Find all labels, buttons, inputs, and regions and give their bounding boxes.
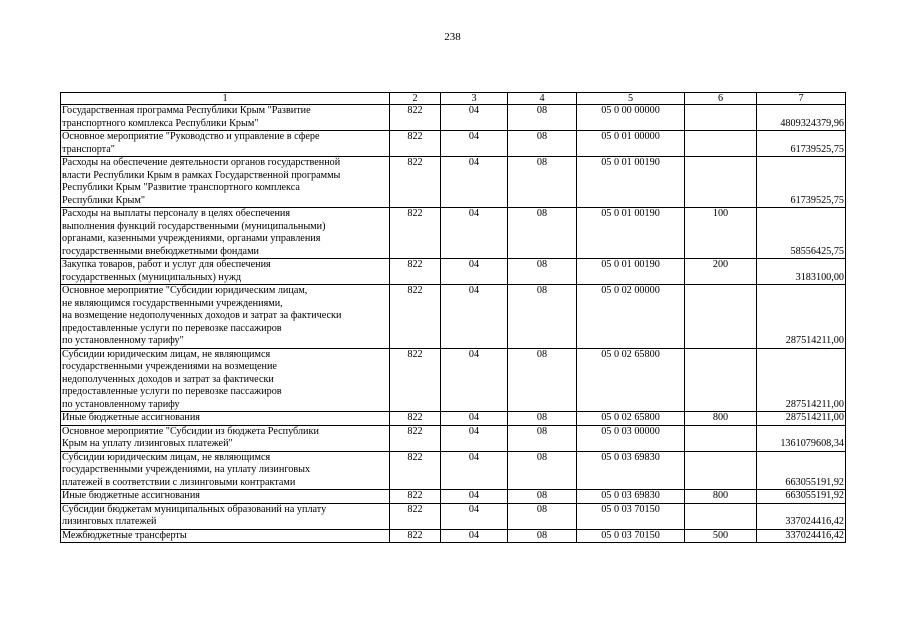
amount-cell: 61739525,75 <box>757 157 846 208</box>
row-name-cell <box>61 131 390 157</box>
amount-cell: 287514211,00 <box>757 285 846 349</box>
row-name-line: Расходы на выплаты персоналу в целях обеспечения <box>62 208 291 219</box>
row-name-line: транспортного комплекса Республики Крым" <box>62 117 259 129</box>
row-name-cell <box>61 285 390 349</box>
row-name-line: Республики Крым" <box>62 194 145 206</box>
row-name-line: Субсидии юридическим лицам, не являющимся <box>62 451 271 463</box>
target-article-cell: 05 0 01 00190 <box>577 157 685 208</box>
subsection-code-cell: 08 <box>508 285 577 349</box>
ministry-code-cell: 822 <box>390 105 441 131</box>
row-name-line: государственных (муниципальных) нужд <box>62 271 242 283</box>
table-row <box>61 131 846 157</box>
table-row <box>61 105 846 131</box>
row-name-cell <box>61 259 390 285</box>
row-name-cell <box>61 490 390 504</box>
table-body <box>61 93 846 543</box>
row-name-line: выполнения функций государственными (муниципальными) <box>62 220 326 232</box>
table-row <box>61 348 846 412</box>
row-name-line: Субсидии бюджетам муниципальных образований на уплату <box>62 503 327 515</box>
ministry-code-cell: 822 <box>390 157 441 208</box>
expense-type-cell <box>685 451 757 490</box>
section-code-cell: 04 <box>441 157 508 208</box>
row-name-line: государственными учреждениями на возмещение <box>62 361 277 372</box>
subsection-code-cell: 08 <box>508 157 577 208</box>
row-name-line: Государственная программа Республики Крым "Развитие <box>62 105 311 116</box>
section-code-cell: 04 <box>441 412 508 426</box>
subsection-code-cell: 08 <box>508 105 577 131</box>
subsection-code-cell: 08 <box>508 412 577 426</box>
ministry-code-cell: 822 <box>390 131 441 157</box>
ministry-code-cell: 822 <box>390 412 441 426</box>
section-code-cell: 04 <box>441 503 508 529</box>
row-name-cell <box>61 503 390 529</box>
row-name-line: не являющимся государственными учреждениями, <box>62 297 283 309</box>
ministry-code-cell: 822 <box>390 208 441 259</box>
ministry-code-cell: 822 <box>390 451 441 490</box>
target-article-cell: 05 0 02 00000 <box>577 285 685 349</box>
expense-type-cell: 800 <box>685 490 757 504</box>
expense-type-cell <box>685 157 757 208</box>
expense-type-cell: 100 <box>685 208 757 259</box>
expense-type-cell <box>685 105 757 131</box>
ministry-code-cell: 822 <box>390 425 441 451</box>
target-article-cell: 05 0 03 70150 <box>577 529 685 543</box>
section-code-cell: 04 <box>441 451 508 490</box>
row-name-line: органами, казенными учреждениями, органами управления <box>62 233 321 244</box>
amount-cell: 58556425,75 <box>757 208 846 259</box>
section-code-cell: 04 <box>441 105 508 131</box>
row-name-cell <box>61 348 390 412</box>
expense-type-cell <box>685 425 757 451</box>
header-cell-7: 7 <box>757 93 846 105</box>
expense-type-cell <box>685 131 757 157</box>
page-number: 238 <box>444 31 461 43</box>
subsection-code-cell: 08 <box>508 131 577 157</box>
amount-cell: 1361079608,34 <box>757 425 846 451</box>
expense-type-cell <box>685 348 757 412</box>
section-code-cell: 04 <box>441 208 508 259</box>
header-cell-3: 3 <box>441 93 508 105</box>
section-code-cell: 04 <box>441 285 508 349</box>
table-row <box>61 208 846 259</box>
header-cell-4: 4 <box>508 93 577 105</box>
row-name-cell <box>61 412 390 426</box>
target-article-cell: 05 0 02 65800 <box>577 412 685 426</box>
amount-cell: 287514211,00 <box>757 348 846 412</box>
target-article-cell: 05 0 03 69830 <box>577 451 685 490</box>
row-name-line: платежей в соответствии с лизинговыми контрактами <box>62 476 296 488</box>
target-article-cell: 05 0 02 65800 <box>577 348 685 412</box>
row-name-line: на возмещение недополученных доходов и затрат за фактически <box>62 310 342 321</box>
row-name-line: Иные бюджетные ассигнования <box>62 412 200 423</box>
row-name-line: недополученных доходов и затрат за фактически <box>62 373 274 385</box>
section-code-cell: 04 <box>441 529 508 543</box>
row-name-line: по установленному тарифу" <box>62 335 184 346</box>
header-cell-1: 1 <box>61 93 390 105</box>
amount-cell: 337024416,42 <box>757 503 846 529</box>
target-article-cell: 05 0 01 00190 <box>577 259 685 285</box>
section-code-cell: 04 <box>441 348 508 412</box>
row-name-line: Расходы на обеспечение деятельности органов государственной <box>62 157 341 168</box>
table-row <box>61 425 846 451</box>
row-name-cell <box>61 105 390 131</box>
header-cell-5: 5 <box>577 93 685 105</box>
row-name-line: Закупка товаров, работ и услуг для обеспечения <box>62 259 271 270</box>
table-row <box>61 412 846 426</box>
expense-type-cell: 200 <box>685 259 757 285</box>
target-article-cell: 05 0 03 69830 <box>577 490 685 504</box>
row-name-cell <box>61 529 390 543</box>
budget-table <box>60 92 846 543</box>
amount-cell: 337024416,42 <box>757 529 846 543</box>
table-row <box>61 503 846 529</box>
row-name-line: лизинговых платежей <box>62 516 157 527</box>
section-code-cell: 04 <box>441 490 508 504</box>
table-row <box>61 529 846 543</box>
amount-cell: 3183100,00 <box>757 259 846 285</box>
subsection-code-cell: 08 <box>508 503 577 529</box>
subsection-code-cell: 08 <box>508 348 577 412</box>
row-name-line: Межбюджетные трансферты <box>62 529 187 541</box>
amount-cell: 287514211,00 <box>757 412 846 426</box>
amount-cell: 663055191,92 <box>757 451 846 490</box>
subsection-code-cell: 08 <box>508 425 577 451</box>
table-row <box>61 285 846 349</box>
row-name-line: Крым на уплату лизинговых платежей" <box>62 438 233 449</box>
table-row <box>61 259 846 285</box>
target-article-cell: 05 0 03 00000 <box>577 425 685 451</box>
ministry-code-cell: 822 <box>390 285 441 349</box>
target-article-cell: 05 0 00 00000 <box>577 105 685 131</box>
ministry-code-cell: 822 <box>390 259 441 285</box>
table-row <box>61 157 846 208</box>
row-name-line: предоставленные услуги по перевозке пассажиров <box>62 322 282 334</box>
header-row <box>61 93 846 105</box>
row-name-cell <box>61 451 390 490</box>
subsection-code-cell: 08 <box>508 451 577 490</box>
ministry-code-cell: 822 <box>390 529 441 543</box>
expense-type-cell: 500 <box>685 529 757 543</box>
section-code-cell: 04 <box>441 131 508 157</box>
row-name-line: транспорта" <box>62 143 115 155</box>
header-cell-2: 2 <box>390 93 441 105</box>
row-name-line: Иные бюджетные ассигнования <box>62 490 200 501</box>
subsection-code-cell: 08 <box>508 529 577 543</box>
ministry-code-cell: 822 <box>390 503 441 529</box>
row-name-line: предоставленные услуги по перевозке пассажиров <box>62 386 282 397</box>
subsection-code-cell: 08 <box>508 259 577 285</box>
header-cell-6: 6 <box>685 93 757 105</box>
section-code-cell: 04 <box>441 259 508 285</box>
amount-cell: 61739525,75 <box>757 131 846 157</box>
row-name-line: государственными внебюджетными фондами <box>62 245 259 257</box>
row-name-line: Республики Крым "Развитие транспортного комплекса <box>62 182 300 193</box>
row-name-line: государственными учреждениями, на уплату лизинговых <box>62 464 311 475</box>
expense-type-cell <box>685 503 757 529</box>
table-row <box>61 490 846 504</box>
row-name-cell <box>61 157 390 208</box>
subsection-code-cell: 08 <box>508 490 577 504</box>
subsection-code-cell: 08 <box>508 208 577 259</box>
row-name-line: Основное мероприятие "Субсидии из бюджета Республики <box>62 425 319 437</box>
row-name-line: Основное мероприятие "Руководство и управление в сфере <box>62 131 320 142</box>
row-name-line: Субсидии юридическим лицам, не являющимся <box>62 348 271 360</box>
expense-type-cell <box>685 285 757 349</box>
table-row <box>61 451 846 490</box>
amount-cell: 4809324379,96 <box>757 105 846 131</box>
target-article-cell: 05 0 01 00190 <box>577 208 685 259</box>
row-name-line: Основное мероприятие "Субсидии юридическим лицам, <box>62 285 308 296</box>
row-name-line: власти Республики Крым в рамках Государственной программы <box>62 169 341 181</box>
row-name-line: по установленному тарифу <box>62 398 180 410</box>
expense-type-cell: 800 <box>685 412 757 426</box>
section-code-cell: 04 <box>441 425 508 451</box>
target-article-cell: 05 0 03 70150 <box>577 503 685 529</box>
ministry-code-cell: 822 <box>390 490 441 504</box>
row-name-cell <box>61 208 390 259</box>
target-article-cell: 05 0 01 00000 <box>577 131 685 157</box>
ministry-code-cell: 822 <box>390 348 441 412</box>
amount-cell: 663055191,92 <box>757 490 846 504</box>
row-name-cell <box>61 425 390 451</box>
